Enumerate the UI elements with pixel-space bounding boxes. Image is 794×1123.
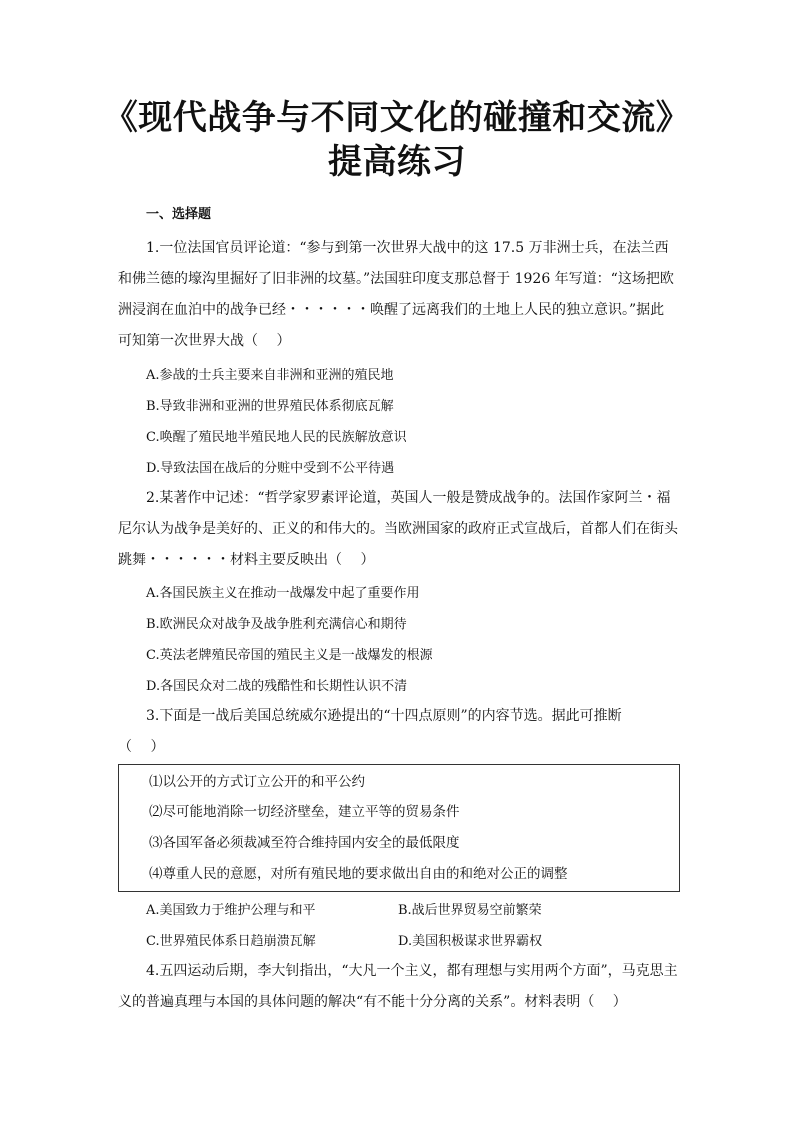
option-d: D.各国民众对二战的残酷性和长期性认识不清 [146, 679, 408, 694]
option-b: B.战后世界贸易空前繁荣 [398, 903, 542, 918]
stem-line: （ ） [118, 739, 165, 755]
quote-item: ⑴以公开的方式订立公开的和平公约 [149, 774, 365, 790]
option-b: B.欧洲民众对战争及战争胜利充满信心和期待 [146, 617, 407, 632]
quote-item: ⑷尊重人民的意愿，对所有殖民地的要求做出自由的和绝对公正的调整 [149, 866, 568, 882]
stem-line: 和佛兰德的壕沟里掘好了旧非洲的坟墓。”法国驻印度支那总督于 1926 年写道：“这场把欧 [118, 271, 674, 287]
option-d: D.美国积极谋求世界霸权 [398, 934, 543, 949]
option-a: A.美国致力于维护公理与和平 [146, 903, 316, 918]
option-b: B.导致非洲和亚洲的世界殖民体系彻底瓦解 [146, 399, 394, 414]
quote-box [118, 764, 680, 892]
question-stem [118, 233, 678, 357]
stem-line: 可知第一次世界大战（ ） [118, 333, 291, 349]
option-c: C.世界殖民体系日趋崩溃瓦解 [146, 934, 316, 949]
stem-line: 洲浸润在血泊中的战争已经・・・・・・唤醒了远离我们的土地上人民的独立意识。”据此 [118, 302, 665, 318]
stem-line: 3.下面是一战后美国总统威尔逊提出的“十四点原则”的内容节选。据此可推断 [146, 708, 622, 724]
option-c: C.英法老牌殖民帝国的殖民主义是一战爆发的根源 [146, 648, 433, 663]
quote-item: ⑵尽可能地消除一切经济壁垒，建立平等的贸易条件 [149, 804, 460, 820]
quote-item: ⑶各国军备必须裁减至符合维持国内安全的最低限度 [149, 835, 460, 851]
stem-line: 1.一位法国官员评论道：“参与到第一次世界大战中的这 17.5 万非洲士兵，在法兰西 [146, 240, 669, 256]
stem-line: 跳舞・・・・・・材料主要反映出（ ） [118, 552, 375, 568]
stem-line: 4.五四运动后期，李大钊指出，“大凡一个主义，都有理想与实用两个方面”，马克思主 [146, 963, 678, 979]
stem-line: 义的普遍真理与本国的具体问题的解决“有不能十分分离的关系”。材料表明（ ） [118, 994, 627, 1010]
section-heading: 一、选择题 [146, 207, 212, 222]
document-subtitle: 提高练习 [328, 142, 466, 182]
document-title: 《现代战争与不同文化的碰撞和交流》 [103, 98, 691, 138]
option-d: D.导致法国在战后的分赃中受到不公平待遇 [146, 461, 395, 476]
option-c: C.唤醒了殖民地半殖民地人民的民族解放意识 [146, 430, 407, 445]
question-stem [118, 956, 678, 1018]
option-a: A.参战的士兵主要来自非洲和亚洲的殖民地 [146, 368, 394, 383]
stem-line: 2.某著作中记述：“哲学家罗素评论道，英国人一般是赞成战争的。法国作家阿兰・福 [146, 490, 671, 506]
question-stem [118, 483, 678, 576]
stem-line: 尼尔认为战争是美好的、正义的和伟大的。当欧洲国家的政府正式宣战后，首都人们在街头 [118, 521, 678, 537]
option-a: A.各国民族主义在推动一战爆发中起了重要作用 [146, 586, 420, 601]
question-stem [118, 701, 678, 763]
